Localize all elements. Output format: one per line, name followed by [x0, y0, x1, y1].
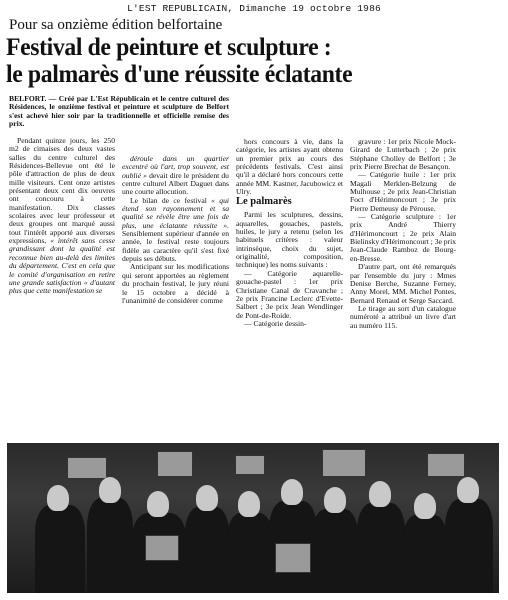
column-3-paragraph-1: hors concours à vie, dans la catégorie, les artistes ayant obtenu un premier prix au cours des précédents festivals. C'est ainsi qu'il a déclaré hors concours cette année MM. Kastner, Jacubowicz et Ulry.	[236, 137, 343, 197]
photo-face	[457, 477, 479, 503]
article-lead: BELFORT. — Créé par L'Est Républicain et le centre culturel des Résidences, le onzième festival et peinture et sculpture de Belfort s'est achevé hier soir par la traditionnelle et officielle remise des prix.	[9, 94, 229, 129]
column-3-paragraph-2: Parmi les sculptures, dessins, aquarelles, gouaches, pastels, huiles, le jury a retenu (selon les habituels critères : valeur intrinsèque, choix du sujet, originalité, composition, technique) les noms suivants :	[236, 210, 343, 270]
photo-person	[403, 515, 447, 593]
column-2-paragraph-2: Le bilan de ce festival « qui étend son rayonnement et sa qualité se révèle être une fois de plus, une éclatante réussite ». Sensiblement supérieur d'année en année, le festival reste toujours fidèle au caractère qu'il s'est fixé depuis ses débuts.	[122, 195, 229, 264]
photo-held-painting	[145, 535, 179, 561]
column-3-paragraph-4: — Catégorie dessin-	[244, 318, 307, 328]
photo-wall-painting	[322, 449, 366, 477]
photo-person	[312, 509, 358, 593]
column-1	[9, 137, 115, 296]
photo-face	[324, 487, 346, 513]
column-1-paragraph: Pendant quinze jours, les 250 m2 de cimaises des deux vastes salles du centre culturel des Résidences-Bellevue ont été le pôle d'attraction de plus de deux mille visiteurs. Cent onze artistes présentant deux cent dix oeuvres ont concouru à cette manifestation. Dix classes scolaires avec leur professeur et deux groupes ont marqué aussi tout l'intérêt apporté aux diverses expressions, « intérêt sans cesse grandissant dont la qualité est reconnue bien au-delà des limites du département. C'est en cela que le comité d'organisation en retire une grande satisfaction « d'autant plus que cette manifestation se	[9, 136, 115, 296]
column-4-paragraph-3: — Catégorie sculpture : 1er prix André Thierry d'Hérimoncourt ; 2e prix Alain Bielinsky d'Hérimoncourt ; 3e prix Jean-Claude Ramboz de Bourg-en-Bresse.	[350, 212, 456, 263]
column-2-paragraph-1: déroule dans un quartier excentré où l'art, trop souvent, est oublié » devait dire le président du centre culturel Albert Daguet dans une courte allocution.	[122, 154, 229, 197]
photo-face	[147, 491, 169, 517]
photo-wall-painting	[157, 451, 193, 477]
photo-wall-painting	[427, 453, 465, 477]
photo-person	[227, 513, 273, 593]
column-4	[350, 138, 456, 330]
photo-person	[357, 503, 405, 593]
photo-person	[35, 505, 85, 593]
newspaper-masthead: L'EST REPUBLICAIN, Dimanche 19 octobre 1986	[127, 3, 381, 14]
photo-face	[99, 477, 121, 503]
photo-wall-painting	[67, 457, 107, 479]
photo-face	[47, 485, 69, 511]
photo-person	[185, 507, 229, 593]
photo-face	[196, 485, 218, 511]
photo-wall-painting	[235, 455, 265, 475]
photo-face	[414, 493, 436, 519]
photo-person	[87, 498, 133, 593]
photo-held-painting	[275, 543, 311, 573]
photo-face	[369, 481, 391, 507]
photo-face	[238, 491, 260, 517]
column-3-paragraph-3: — Catégorie aquarelle-gouache-pastel : 1er prix Christiane Canal de Cravanche ; 2e prix Francine Leclerc d'Evette-Salbert ; 3e prix Jean Wendlinger de Pont-de-Roide.	[236, 268, 343, 320]
column-4-paragraph-5: Le tirage au sort d'un catalogue numéroté a attribué un livre d'art au numéro 115.	[350, 303, 456, 330]
photo-face	[281, 479, 303, 505]
prize-winners-photo	[7, 443, 499, 593]
photo-person	[445, 499, 493, 593]
article-headline	[6, 33, 467, 87]
column-4-paragraph-4: D'autre part, ont été remarqués par l'ensemble du jury : Mmes Denise Berche, Suzanne Ferney, Anny Morel, MM. Michel Pontes, Bernard Renaud et Serge Saccard.	[350, 262, 456, 305]
article-kicker: Pour sa onzième édition belfortaine	[9, 17, 223, 33]
palmares-subheading: Le palmarès	[236, 196, 292, 208]
column-2-paragraph-3: Anticipant sur les modifications qui seront apportées au règlement du prochain festival, le jury réuni le 15 octobre a décidé à l'unanimité de considérer comme	[122, 262, 229, 305]
column-4-paragraph-1: gravure : 1er prix Nicole Mock-Girard de Lutterbach ; 2e prix Stéphane Cholley de Belfort ; 3e prix Pierre Brechat de Besançon.	[350, 137, 456, 172]
column-2	[122, 155, 229, 305]
headline-line-1: Festival de peinture et sculpture :	[6, 32, 332, 61]
headline-line-2: le palmarès d'une réussite éclatante	[6, 59, 353, 88]
column-4-paragraph-2: — Catégorie huile : 1er prix Magali Merklen-Belzung de Mulhouse ; 2e prix Jean-Christian Foct d'Hérimoncourt ; 3e prix Pierre Demeusy de Pérouse.	[350, 170, 456, 213]
column-3	[236, 138, 343, 328]
